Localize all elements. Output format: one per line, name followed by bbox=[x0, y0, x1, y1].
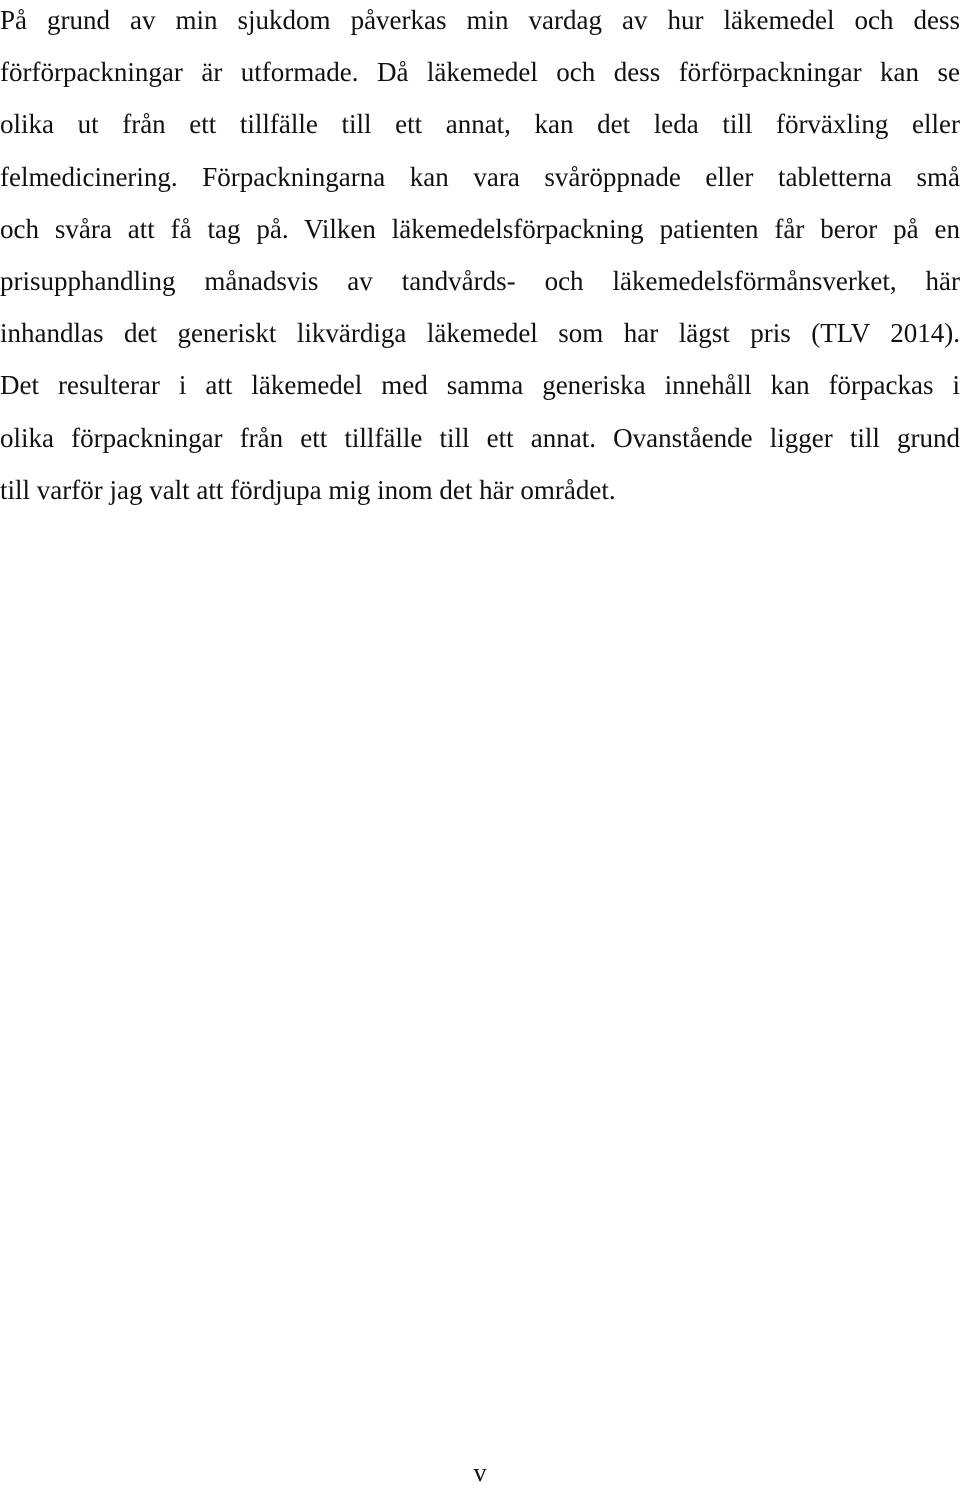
paragraph-line: inhandlas det generiskt likvärdiga läkemedel som har lägst pris (TLV 2014). bbox=[0, 318, 960, 349]
paragraph-line: olika förpackningar från ett tillfälle till ett annat. Ovanstående ligger till grund bbox=[0, 422, 960, 453]
paragraph-line: prisupphandling månadsvis av tandvårds- och läkemedelsförmånsverket, här bbox=[0, 265, 960, 296]
paragraph-line: felmedicinering. Förpackningarna kan vara svåröppnade eller tabletterna små bbox=[0, 161, 960, 192]
page-number: v bbox=[473, 1458, 487, 1487]
paragraph-line: till varför jag valt att fördjupa mig inom det här området. bbox=[0, 474, 616, 505]
paragraph-line: och svåra att få tag på. Vilken läkemedelsförpackning patienten får beror på en bbox=[0, 213, 960, 244]
paragraph-line: förförpackningar är utformade. Då läkemedel och dess förförpackningar kan se bbox=[0, 57, 960, 88]
paragraph-line: Det resulterar i att läkemedel med samma generiska innehåll kan förpackas i bbox=[0, 370, 960, 401]
paragraph-line: På grund av min sjukdom påverkas min vardag av hur läkemedel och dess bbox=[0, 5, 960, 35]
body-paragraph bbox=[0, 0, 960, 522]
paragraph-line: olika ut från ett tillfälle till ett annat, kan det leda till förväxling eller bbox=[0, 109, 960, 140]
